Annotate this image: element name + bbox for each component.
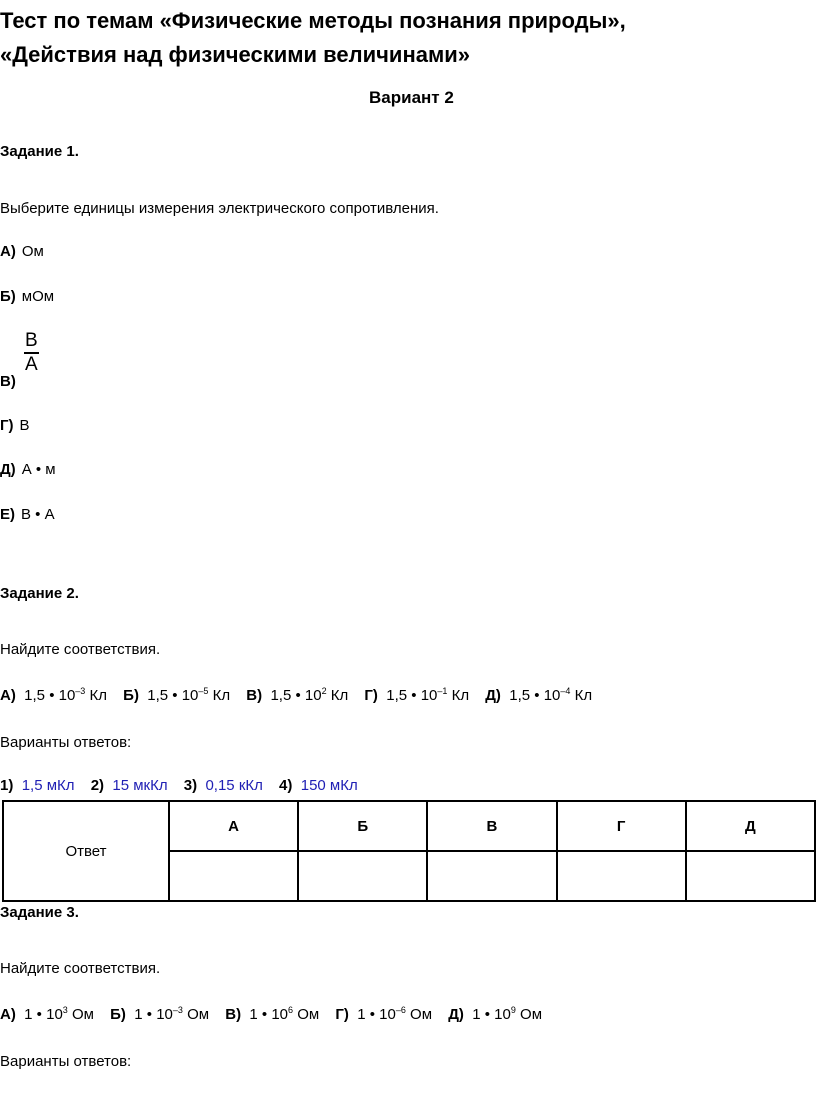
answer-cell-b[interactable] [298, 851, 427, 901]
option-text: мОм [21, 288, 55, 305]
answer-row-label: Ответ [3, 801, 169, 901]
fraction-denominator: А [25, 354, 38, 375]
option-text: В [19, 417, 30, 434]
task1-option-b[interactable] [0, 288, 54, 305]
task3-items [0, 1006, 542, 1023]
task1-option-e[interactable] [0, 506, 55, 523]
answer-cell-d[interactable] [686, 851, 815, 901]
answer-cell-g[interactable] [557, 851, 686, 901]
item-letter: Д) [448, 1006, 464, 1023]
option-letter: В) [0, 373, 16, 390]
answer-cell-a[interactable] [169, 851, 298, 901]
task1-option-d[interactable] [0, 461, 56, 478]
item-letter: А) [0, 1006, 16, 1023]
item-value: 1,5 • $10^{-5}$ Кл [147, 686, 231, 704]
item-letter: Г) [364, 687, 378, 704]
task2-heading: Задание 2. [0, 585, 79, 602]
option-text: В • А [21, 506, 55, 523]
answer-number: 1) [0, 777, 14, 794]
task3-heading: Задание 3. [0, 904, 79, 921]
item-value: 1,5 • $10^{-1}$ Кл [386, 686, 470, 704]
title-line-2: «Действия над физическими величинами» [0, 42, 471, 67]
answer-text: 15 мкКл [112, 777, 168, 794]
item-letter: Г) [335, 1006, 349, 1023]
answer-number: 2) [90, 777, 105, 794]
answer-text: 150 мКл [300, 777, 358, 794]
item-value: 1 • $10^{-3}$ Ом [134, 1005, 210, 1023]
column-header-g: Г [557, 801, 686, 851]
item-letter: Б) [123, 687, 139, 704]
item-value: 1 • $10^9$ Ом [472, 1005, 543, 1023]
task1-option-v[interactable] [0, 373, 22, 390]
column-header-b: Б [298, 801, 427, 851]
column-header-d: Д [686, 801, 815, 851]
column-header-a: А [169, 801, 298, 851]
task2-answers-label: Варианты ответов: [0, 734, 132, 751]
item-value: 1,5 • $10^{-4}$ Кл [509, 686, 593, 704]
task2-answers [0, 777, 358, 794]
answer-text: 1,5 мКл [21, 777, 75, 794]
variant-heading: Вариант 2 [369, 88, 454, 107]
item-value: 1,5 • $10^{-3}$ Кл [24, 686, 107, 704]
option-text: Ом [21, 243, 44, 260]
title-line-1: Тест по темам «Физические методы познания природы», [0, 8, 626, 33]
item-value: 1 • $10^3$ Ом [24, 1005, 94, 1023]
option-letter: Д) [0, 461, 16, 478]
column-header-v: В [427, 801, 556, 851]
answer-table [2, 800, 816, 902]
item-letter: А) [0, 687, 16, 704]
item-value: 1 • $10^{-6}$ Ом [357, 1005, 433, 1023]
answer-number: 3) [183, 777, 198, 794]
task2-question: Найдите соответствия. [0, 641, 161, 658]
task3-question: Найдите соответствия. [0, 960, 161, 977]
task2-items [0, 687, 592, 704]
item-letter: В) [225, 1006, 242, 1023]
task1-option-a[interactable] [0, 243, 44, 260]
item-letter: Б) [110, 1006, 126, 1023]
option-letter: Г) [0, 417, 14, 434]
fraction-numerator: В [24, 330, 39, 354]
answer-number: 4) [279, 777, 293, 794]
task3-answers-label: Варианты ответов: [0, 1053, 132, 1070]
option-letter: Б) [0, 288, 16, 305]
task1-question: Выберите единицы измерения электрического сопротивления. [0, 200, 439, 217]
option-letter: Е) [0, 506, 15, 523]
answer-cell-v[interactable] [427, 851, 556, 901]
answer-text: 0,15 кКл [205, 777, 263, 794]
item-value: 1 • $10^6$ Ом [249, 1005, 320, 1023]
item-letter: Д) [485, 687, 501, 704]
page-title [0, 4, 626, 72]
item-value: 1,5 • $10^2$ Кл [270, 686, 349, 704]
fraction-volt-per-ampere [24, 330, 39, 376]
task1-heading: Задание 1. [0, 143, 79, 160]
option-letter: А) [0, 243, 16, 260]
item-letter: В) [246, 687, 263, 704]
task1-option-g[interactable] [0, 417, 30, 434]
option-text: А • м [21, 461, 56, 478]
